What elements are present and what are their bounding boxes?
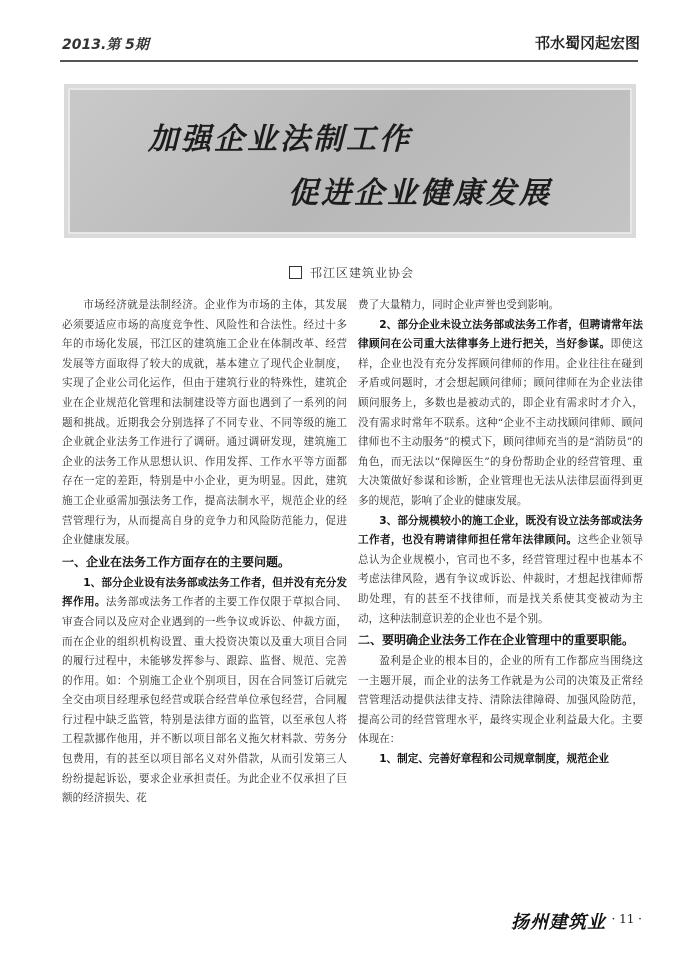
right-column (358, 296, 643, 770)
byline (289, 264, 414, 281)
column-title: 邗水蜀冈起宏图 (534, 34, 640, 52)
title-line-2: 促进企业健康发展 (288, 176, 552, 211)
author-name: 邗江区建筑业协会 (310, 266, 415, 280)
item-4-paragraph (358, 750, 643, 770)
item-2-body: 即使这样，企业也没有充分发挥顾问律师的作用。企业往往在碰到矛盾或问题时，才会想起顾问律师；顾问律师在为企业法律顾问服务上，多数也是被动式的，即企业有需求时才介入，没有需求时常年不联系。这种“企业不主动找顾问律师、顾问律师也不主动服务”的模式下，顾问律师充当的是“消防员”的角色，而无法以“保障医生”的身份帮助企业的经营管理、重大决策做好参谋和诊断，企业管理也无法从法律层面得到更多的规范，影响了企业的健康发展。 (358, 338, 643, 507)
item-1-lead: 1、部分企业设有法务部或法务工作者，但并没有充分发挥作用。 (62, 576, 347, 609)
title-line-1: 加强企业法制工作 (148, 122, 412, 157)
item-2-lead: 2、部分企业未设立法务部或法务工作者，但聘请常年法律顾问在公司重大法律事务上进行把关，当好参谋。 (358, 318, 643, 351)
item-3-lead: 3、部分规模较小的施工企业，既没有设立法务部或法务工作者，也没有聘请律师担任常年法律顾问。 (358, 514, 643, 547)
section-heading-1: 一、企业在法务工作方面存在的主要问题。 (62, 554, 291, 569)
item-1-paragraph (62, 574, 347, 809)
left-column (62, 296, 347, 809)
intro-paragraph: 市场经济就是法制经济。企业作为市场的主体，其发展必须要适应市场的高度竞争性、风险性和合法性。经过十多年的市场化发展，邗江区的建筑施工企业在体制改革、经营发展等方面取得了较大的成就，基本建立了现代企业制度，实现了企业公司化运作，但由于建筑行业的特殊性，建筑企业在企业规范化管理和法制建设等方面也遇到了一系列的问题和挑战。近期我会分别选择了不同专业、不同等级的施工企业就企业法务工作进行了调研。通过调研发现，建筑施工企业的法务工作从思想认识、作用发挥、工作水平等方面都存在一定的差距，特别是中小企业，更为明显。因此，建筑施工企业亟需加强法务工作，提高法制水平，规范企业的经营管理行为，从而提高自身的竞争力和风险防范能力，促进企业健康发展。 (62, 299, 347, 547)
magazine-brand: 扬州建筑业 (511, 912, 606, 933)
item-1-body: 法务部或法务工作者的主要工作仅限于草拟合同、审查合同以及应对企业遇到的一些争议或诉讼、仲裁方面，而在企业的组织机构设置、重大投资决策以及重大项目合同的履行过程中，未能够发挥参与、跟踪、监督、规范、完善的作用。如：个别施工企业个别项目，因在合同签订后就完全交由项目经理承包经营或联合经营单位承包经营，合同履行过程中缺乏监管，特别是法律方面的监管，以至承包人将工程款挪作他用，并不断以项目部名义拖欠材料款、劳务分包费用，有的甚至以项目部名义对外借款，从而引发第三人纷纷提起诉讼，要求企业承担责任。为此企业不仅承担了巨额的经济损失、花 (62, 596, 347, 805)
item-4-lead: 1、制定、完善好章程和公司规章制度，规范企业 (379, 753, 610, 766)
goal-paragraph: 盈利是企业的根本目的，企业的所有工作都应当围绕这一主题开展，而企业的法务工作就是为公司的决策及正常经营管理活动提供法律支持、清除法律障碍、加强风险防范，提高公司的经营管理水平，最终实现企业利益最大化。主要体现在： (358, 655, 643, 746)
continued-paragraph: 费了大量精力，同时企业声誉也受到影响。 (358, 299, 560, 311)
title-banner (68, 88, 632, 234)
section-heading-2: 二、要明确企业法务工作在企业管理中的重要职能。 (358, 633, 635, 648)
page-number: · 11 · (611, 912, 642, 926)
square-icon (289, 266, 302, 279)
item-2-paragraph (358, 316, 643, 512)
header-divider (60, 60, 638, 62)
item-3-paragraph (358, 512, 643, 630)
item-3-body: 这些企业领导总认为企业规模小，官司也不多，经营管理过程中也基本不考虑法律风险，遇有争议或诉讼、仲裁时，才想起找律师帮助处理，有的甚至不找律师，而是找关系使其变被动为主动，这种法制意识差的企业也不是个别。 (358, 534, 644, 625)
issue-label: 2013.第 5期 (62, 37, 149, 53)
